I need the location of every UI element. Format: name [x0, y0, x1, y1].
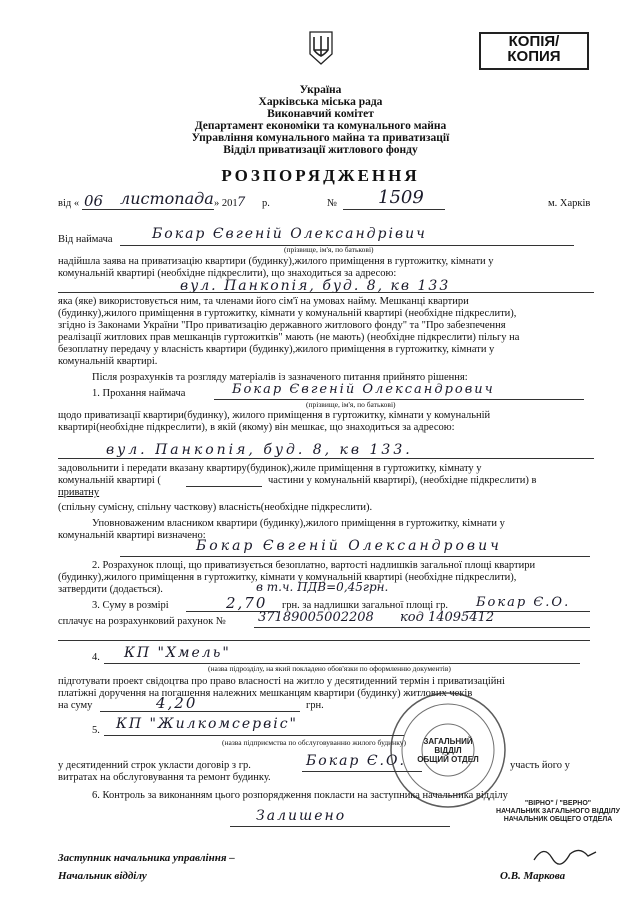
contract-person: Бокар Є.О.	[306, 753, 406, 769]
para-15: (спільну сумісну, спільну часткову) власність(необхідне підкреслити).	[58, 502, 373, 513]
code-number: код 14095412	[400, 610, 495, 625]
order-number: 1509	[378, 187, 424, 208]
seal-line2: ВІДДІЛ	[434, 746, 462, 755]
header-committee: Виконавчий комітет	[267, 108, 374, 120]
copy-stamp	[479, 32, 589, 70]
para-16: Уповноваженим власником квартири (будинку),жилого приміщення в гуртожитку, кімнати у	[92, 518, 505, 529]
para-25a: на суму	[58, 700, 93, 711]
item5-label: 5.	[92, 725, 100, 736]
para-4: (будинку),жилого приміщення в гуртожитку, кімнати у комунальній квартирі (необхідне підкреслити),	[58, 308, 517, 319]
para-27: витратах на обслуговування та ремонт будинку.	[58, 772, 271, 783]
para-12: задовольнити і передати вказану квартиру(будинок),жиле приміщення в гуртожитку, кімнату у	[58, 463, 482, 474]
para-26a: у десятиденний строк укласти договір з гр.	[58, 760, 251, 771]
fee-value: 4,20	[156, 694, 198, 712]
cert-line2: НАЧАЛЬНИК ЗАГАЛЬНОГО ВІДДІЛУ	[496, 808, 620, 815]
account-number: 37189005002208	[258, 610, 374, 625]
header-council: Харківська міська рада	[258, 96, 383, 108]
item5-caption: (назва підприємства по обслуговуванню жилого будинку)	[222, 738, 406, 747]
para-11: квартирі(необхідне підкреслити), в якій (якому) він мешкає, що знаходиться за адресою:	[58, 422, 455, 433]
para-3: яка (яке) використовується ним, та членами його сім'ї на умовах найму. Мешканці квартири	[58, 296, 469, 307]
header-dept2: Управління комунального майна та приватизації	[191, 132, 450, 144]
para-1: надійшла заява на приватизацію квартири (будинку),жилого приміщення в гуртожитку, кімнати у	[58, 256, 494, 267]
city: м. Харків	[548, 198, 591, 209]
document-title: РОЗПОРЯДЖЕННЯ	[221, 166, 420, 185]
para-10: щодо приватизації квартири(будинку), жилого приміщення в гуртожитку, кімнати у комунальній	[58, 410, 491, 421]
para-24: платіжні доручення на погашення належних мешканцям квартири (будинку) житлових чеків	[58, 688, 473, 699]
tenant-label: Від наймача	[58, 234, 113, 245]
item4-caption: (назва підрозділу, на який покладено обов'язки по оформленню документів)	[208, 664, 451, 673]
date-year-prefix: » 201	[214, 198, 238, 209]
para-8: комунальній квартирі.	[58, 356, 158, 367]
coat-of-arms-icon	[308, 30, 334, 66]
sum-value: 2,70	[226, 594, 268, 612]
signer-title-2: Начальник відділу	[58, 870, 147, 882]
para-26b: участь його у	[510, 760, 570, 771]
date-month: листопада	[120, 189, 214, 208]
para-6: реалізації житлових прав мешканців гуртожитків" мають (не мають) (необхідне підкреслити) пільгу на	[58, 332, 520, 343]
para-2: комунальній квартирі (необхідне підкреслити), що знаходиться за адресою:	[58, 268, 397, 279]
certification-stamp	[478, 800, 638, 824]
copy-stamp-line1: КОПІЯ/	[508, 33, 560, 50]
header-dept3: Відділ приватизації житлового фонду	[223, 144, 418, 156]
owner-name: Бокар Євгеній Олександрович	[196, 538, 502, 554]
cert-line1: "ВІРНО" / "ВЕРНО"	[524, 800, 592, 807]
para-21b: грн. за надлишки загальної площі гр.	[282, 600, 448, 611]
payer-name: Бокар Є.О.	[476, 595, 571, 610]
cert-line3: НАЧАЛЬНИК ОБЩЕГО ОТДЕЛА	[503, 816, 613, 823]
number-label: №	[327, 198, 338, 209]
signature-icon	[530, 840, 600, 870]
item1-label: 1. Прохання наймача	[92, 388, 186, 399]
para-14: приватну	[58, 487, 100, 498]
address-2: вул. Панкопія, буд. 8, кв 133.	[106, 442, 413, 458]
seal-line1: ЗАГАЛЬНИЙ	[423, 737, 473, 746]
para-9: Після розрахунків та розгляду матеріалів із зазначеного питання прийнято рішення:	[92, 372, 468, 383]
signer-title-1: Заступник начальника управління –	[58, 852, 235, 864]
para-20: затвердити (додається).	[58, 584, 163, 595]
date-day: 06	[84, 192, 104, 210]
signer-name: О.В. Маркова	[500, 870, 566, 882]
para-21a: 3. Суму в розмірі	[92, 600, 169, 611]
para-13b: частини у комунальній квартирі), (необхідне підкреслити) в	[268, 475, 537, 486]
item5-org: КП "Жилкомсервіс"	[116, 716, 298, 732]
date-year-suffix: 7	[237, 195, 246, 210]
address: вул. Панкопія, буд. 8, кв 133	[180, 278, 451, 294]
seal-line3: ОБЩИЙ ОТДЕЛ	[417, 755, 479, 764]
tenant-caption: (прізвище, ім'я, по батькові)	[284, 245, 374, 254]
item4-label: 4.	[92, 652, 100, 663]
para-5: згідно із Законами України "Про приватизацію державного житлового фонду" та "Про забезпечення	[58, 320, 506, 331]
item4-org: КП "Хмель"	[124, 645, 231, 661]
para-7: безоплатну передачу у власність квартири (будинку),жилого приміщення в гуртожитку, кімнати у	[58, 344, 495, 355]
para-18: 2. Розрахунок площі, що приватизується безоплатно, вартості надлишків загальної площі квартири	[92, 560, 536, 571]
item1-caption: (прізвище, ім'я, по батькові)	[306, 400, 396, 409]
header-country: Україна	[299, 84, 342, 96]
tenant-name: Бокар Євгеній Олександрівич	[152, 226, 427, 242]
date-from-label: від «	[58, 198, 80, 209]
para-23: підготувати проект свідоцтва про право власності на житло у десятиденний термін і приватизаційні	[58, 676, 505, 687]
para-17: комунальній квартирі визначено:	[58, 530, 206, 541]
para-22: сплачує на розрахунковий рахунок №	[58, 616, 226, 627]
copy-stamp-line2: КОПИЯ	[507, 48, 561, 65]
para-19: (будинку),жилого приміщення в гуртожитку, кімнати у комунальній квартирі (необхідне підкреслити),	[58, 572, 517, 583]
para-28: 6. Контроль за виконанням цього розпорядження покласти на заступника начальника відділу	[92, 790, 508, 801]
para-25b: грн.	[306, 700, 324, 711]
control-person: Залишено	[256, 808, 347, 824]
date-year-label: р.	[262, 198, 270, 209]
item1-name: Бокар Євгеній Олександрович	[232, 382, 495, 397]
header-dept1: Департамент економіки та комунального майна	[194, 120, 447, 132]
vat-note: в т.ч. ПДВ=0,45грн.	[256, 580, 389, 594]
para-13a: комунальній квартирі (	[58, 475, 161, 486]
round-seal	[388, 690, 508, 810]
